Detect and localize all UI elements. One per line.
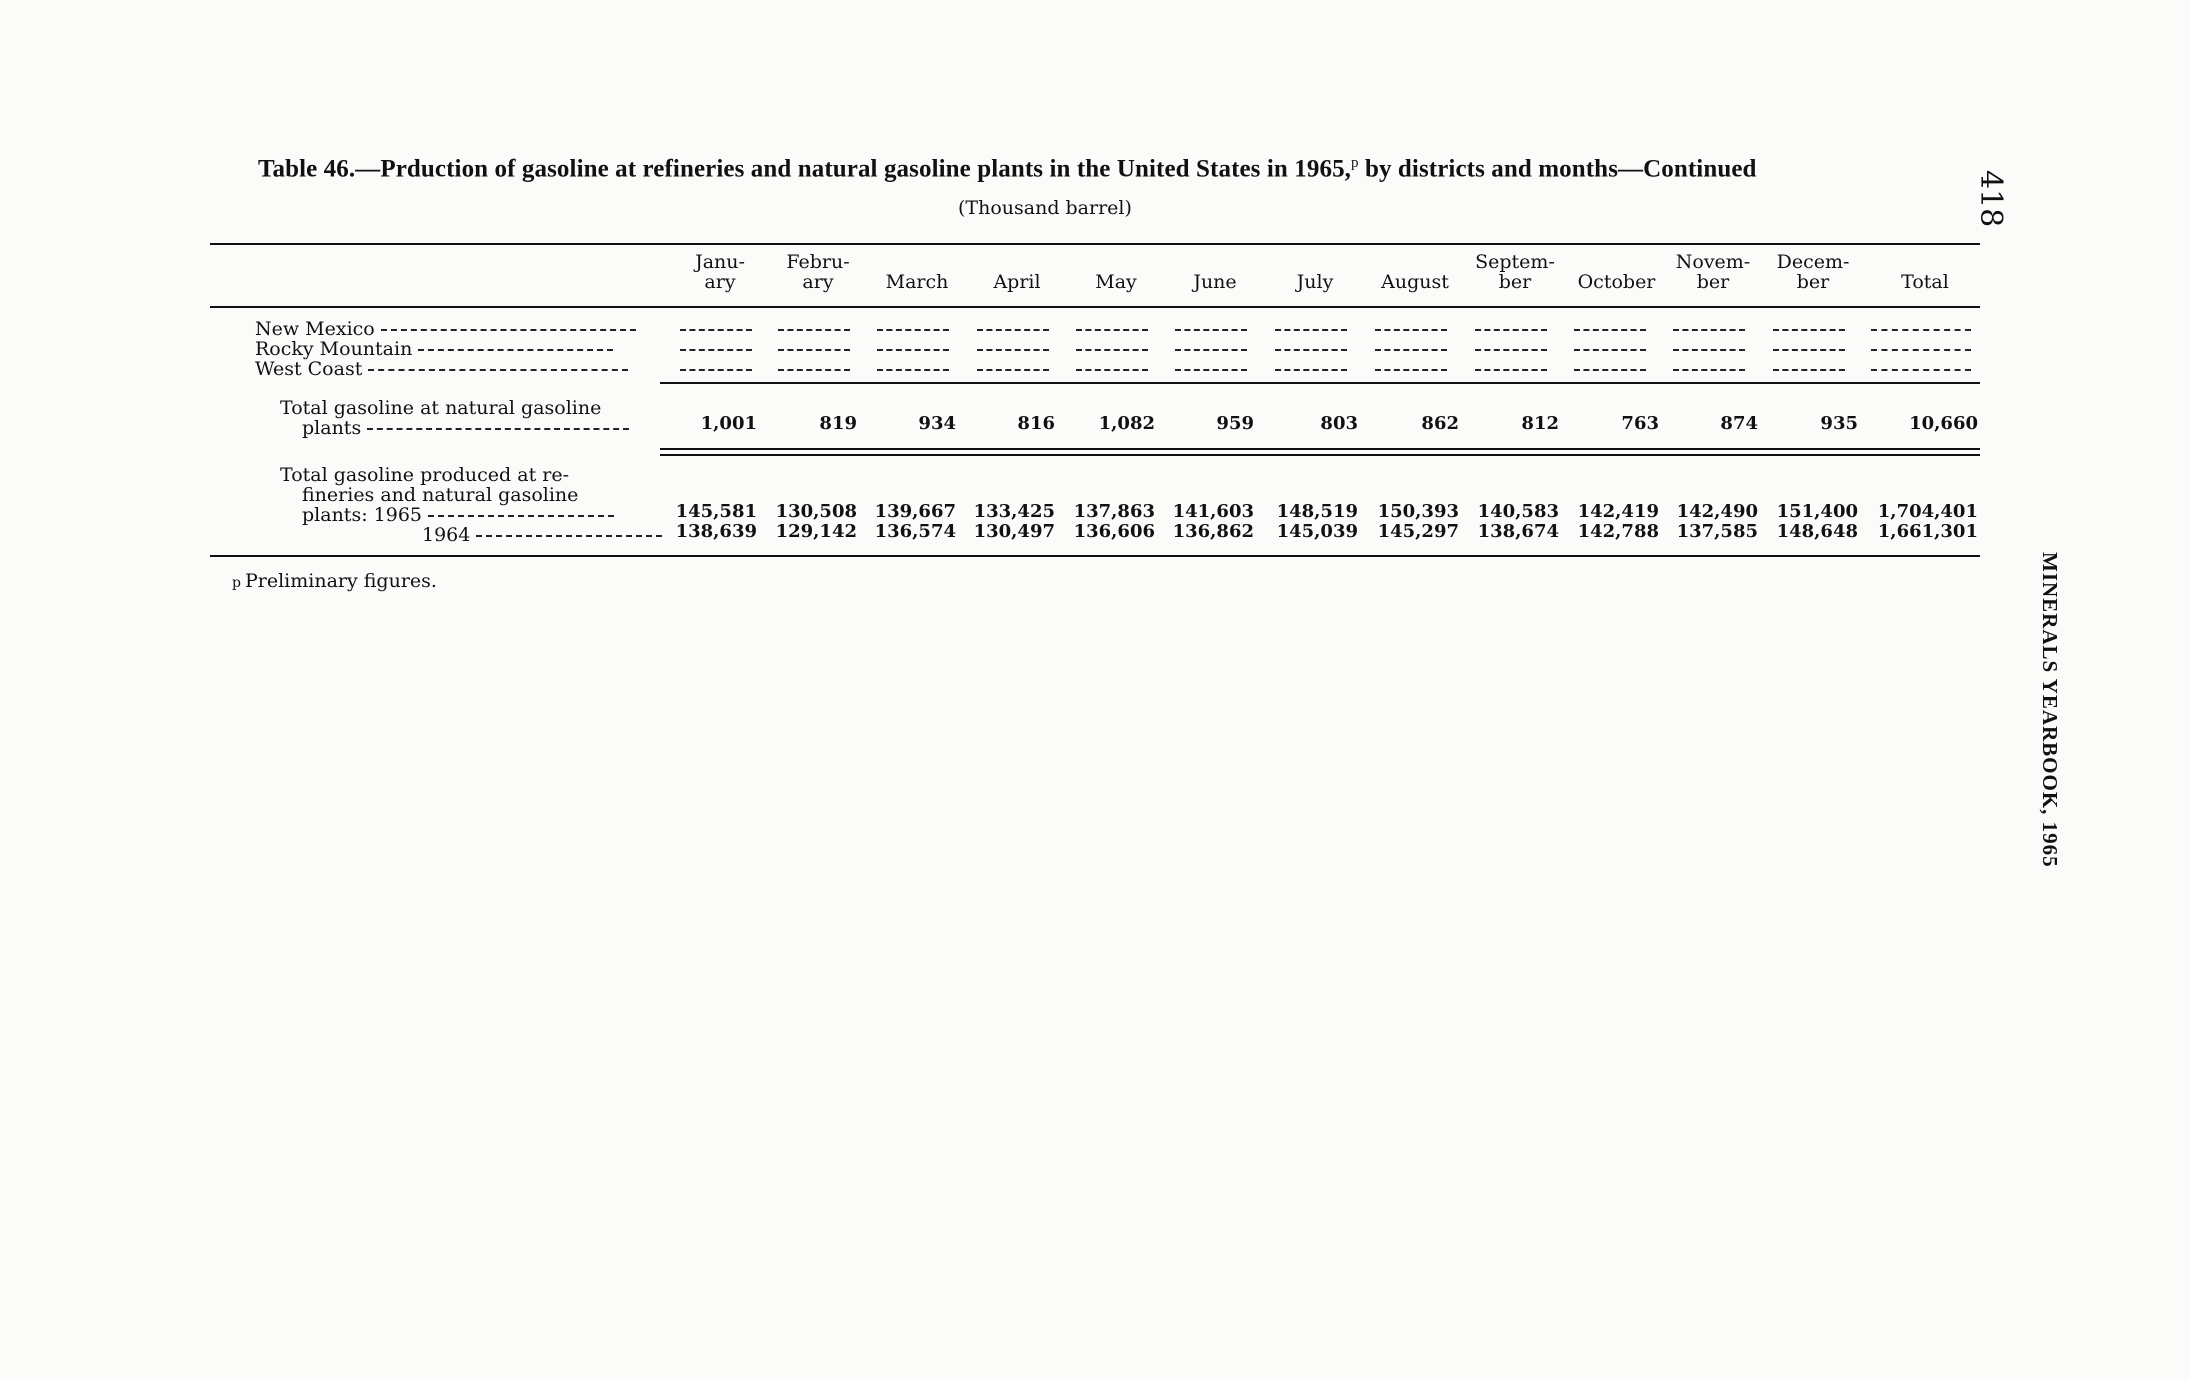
value-1964-july: 145,039 <box>1276 521 1358 542</box>
col-header-november: Novem- ber <box>1675 251 1751 293</box>
preliminary-marker: p <box>1351 155 1359 171</box>
value-1965-september: 140,583 <box>1477 501 1559 522</box>
table-unit: (Thousand barrel) <box>958 197 1132 219</box>
empty-cell-march <box>877 339 949 359</box>
empty-cell-november <box>1673 339 1745 359</box>
empty-cell-april <box>977 339 1049 359</box>
empty-cell-august <box>1375 359 1447 379</box>
col-header-total: Total <box>1901 271 1949 293</box>
natural-total-value-may: 1,082 <box>1098 413 1155 434</box>
natural-total-value-july: 803 <box>1320 413 1358 434</box>
natural-total-value-march: 934 <box>918 413 956 434</box>
row-label-west-coast: West Coast <box>255 359 628 379</box>
value-1964-november: 137,585 <box>1676 521 1758 542</box>
value-1964-august: 145,297 <box>1377 521 1459 542</box>
empty-cell-february <box>778 339 850 359</box>
empty-cell-december <box>1773 359 1845 379</box>
natural-total-value-november: 874 <box>1720 413 1758 434</box>
table-title-rest: by districts and months—Continued <box>1358 155 1757 183</box>
year-1964: 1964 <box>422 524 471 546</box>
empty-cell-november <box>1673 319 1745 339</box>
empty-cell-july <box>1275 339 1347 359</box>
value-1965-march: 139,667 <box>874 501 956 522</box>
empty-cell-may <box>1076 319 1148 339</box>
empty-cell-july <box>1275 359 1347 379</box>
empty-cell-september <box>1475 319 1547 339</box>
empty-cell-october <box>1574 339 1646 359</box>
empty-cell-february <box>778 359 850 379</box>
value-1964-june: 136,862 <box>1172 521 1254 542</box>
value-1964-december: 148,648 <box>1776 521 1858 542</box>
empty-cell-june <box>1175 359 1247 379</box>
value-1964-september: 138,674 <box>1477 521 1559 542</box>
empty-cell-may <box>1076 339 1148 359</box>
empty-cell-total <box>1871 359 1971 379</box>
col-header-october: October <box>1577 271 1656 293</box>
table-title-main: Table 46.—Prduction of gasoline at refineries and natural gasoline plants in the United States in 1965, <box>258 155 1352 183</box>
header-rule <box>210 306 1980 308</box>
double-rule-b <box>660 454 1980 456</box>
empty-cell-january <box>680 359 752 379</box>
empty-cell-total <box>1871 319 1971 339</box>
natural-total-value-february: 819 <box>819 413 857 434</box>
value-1964-october: 142,788 <box>1577 521 1659 542</box>
col-header-april: April <box>993 271 1041 293</box>
natural-total-value-december: 935 <box>1820 413 1858 434</box>
empty-cell-june <box>1175 319 1247 339</box>
natural-total-value-august: 862 <box>1421 413 1459 434</box>
value-1964-total: 1,661,301 <box>1877 521 1978 542</box>
value-1965-june: 141,603 <box>1172 501 1254 522</box>
value-1964-march: 136,574 <box>874 521 956 542</box>
empty-cell-january <box>680 319 752 339</box>
row-label-rocky-mountain: Rocky Mountain <box>255 339 613 359</box>
table-title <box>258 155 1928 183</box>
natural-total-value-september: 812 <box>1521 413 1559 434</box>
col-header-may: May <box>1095 271 1137 293</box>
empty-cell-november <box>1673 359 1745 379</box>
row-label-natural-total: Total gasoline at natural gasoline plants <box>280 398 629 438</box>
empty-cell-january <box>680 339 752 359</box>
empty-cell-april <box>977 319 1049 339</box>
value-1965-october: 142,419 <box>1577 501 1659 522</box>
empty-cell-may <box>1076 359 1148 379</box>
col-header-march: March <box>885 271 949 293</box>
value-1965-total: 1,704,401 <box>1877 501 1978 522</box>
top-rule <box>210 243 1980 245</box>
col-header-december: Decem- ber <box>1776 251 1850 293</box>
col-header-january: Janu- ary <box>695 251 745 293</box>
empty-cell-total <box>1871 339 1971 359</box>
empty-cell-june <box>1175 339 1247 359</box>
value-1965-november: 142,490 <box>1676 501 1758 522</box>
value-1965-february: 130,508 <box>775 501 857 522</box>
col-header-september: Septem- ber <box>1475 251 1555 293</box>
footnote-marker: p <box>232 575 241 591</box>
col-header-june: June <box>1193 271 1237 293</box>
natural-total-value-april: 816 <box>1017 413 1055 434</box>
col-header-february: Febru- ary <box>786 251 850 293</box>
empty-cell-september <box>1475 339 1547 359</box>
natural-total-value-january: 1,001 <box>700 413 757 434</box>
empty-cell-february <box>778 319 850 339</box>
empty-cell-october <box>1574 319 1646 339</box>
col-header-august: August <box>1381 271 1449 293</box>
empty-cell-august <box>1375 339 1447 359</box>
row-label-new-mexico: New Mexico <box>255 319 636 339</box>
value-1964-january: 138,639 <box>675 521 757 542</box>
empty-cell-july <box>1275 319 1347 339</box>
value-1964-february: 129,142 <box>775 521 857 542</box>
value-1964-may: 136,606 <box>1073 521 1155 542</box>
natural-total-value-june: 959 <box>1216 413 1254 434</box>
value-1964-april: 130,497 <box>973 521 1055 542</box>
empty-cell-april <box>977 359 1049 379</box>
bottom-rule <box>210 555 1980 557</box>
empty-cell-march <box>877 319 949 339</box>
empty-cell-march <box>877 359 949 379</box>
footnote-text: Preliminary figures. <box>244 570 437 592</box>
empty-cell-december <box>1773 319 1845 339</box>
year-1965: 1965 <box>373 504 422 526</box>
value-1965-may: 137,863 <box>1073 501 1155 522</box>
double-rule-a <box>660 448 1980 450</box>
value-1965-august: 150,393 <box>1377 501 1459 522</box>
value-1965-july: 148,519 <box>1276 501 1358 522</box>
natural-total-value-total: 10,660 <box>1909 413 1978 434</box>
empty-cell-december <box>1773 339 1845 359</box>
empty-cell-september <box>1475 359 1547 379</box>
value-1965-april: 133,425 <box>973 501 1055 522</box>
empty-cell-august <box>1375 319 1447 339</box>
value-1965-january: 145,581 <box>675 501 757 522</box>
running-title: MINERALS YEARBOOK, 1965 <box>2038 552 2062 868</box>
col-header-july: July <box>1296 271 1334 293</box>
value-1965-december: 151,400 <box>1776 501 1858 522</box>
footnote <box>232 570 437 592</box>
empty-cell-october <box>1574 359 1646 379</box>
natural-total-value-october: 763 <box>1621 413 1659 434</box>
row-label-grand-total: Total gasoline produced at re- fineries and natural gasoline plants: 1965 1964 <box>280 465 662 545</box>
page-number: 418 <box>1973 170 2008 228</box>
group-rule-1 <box>660 382 1980 384</box>
